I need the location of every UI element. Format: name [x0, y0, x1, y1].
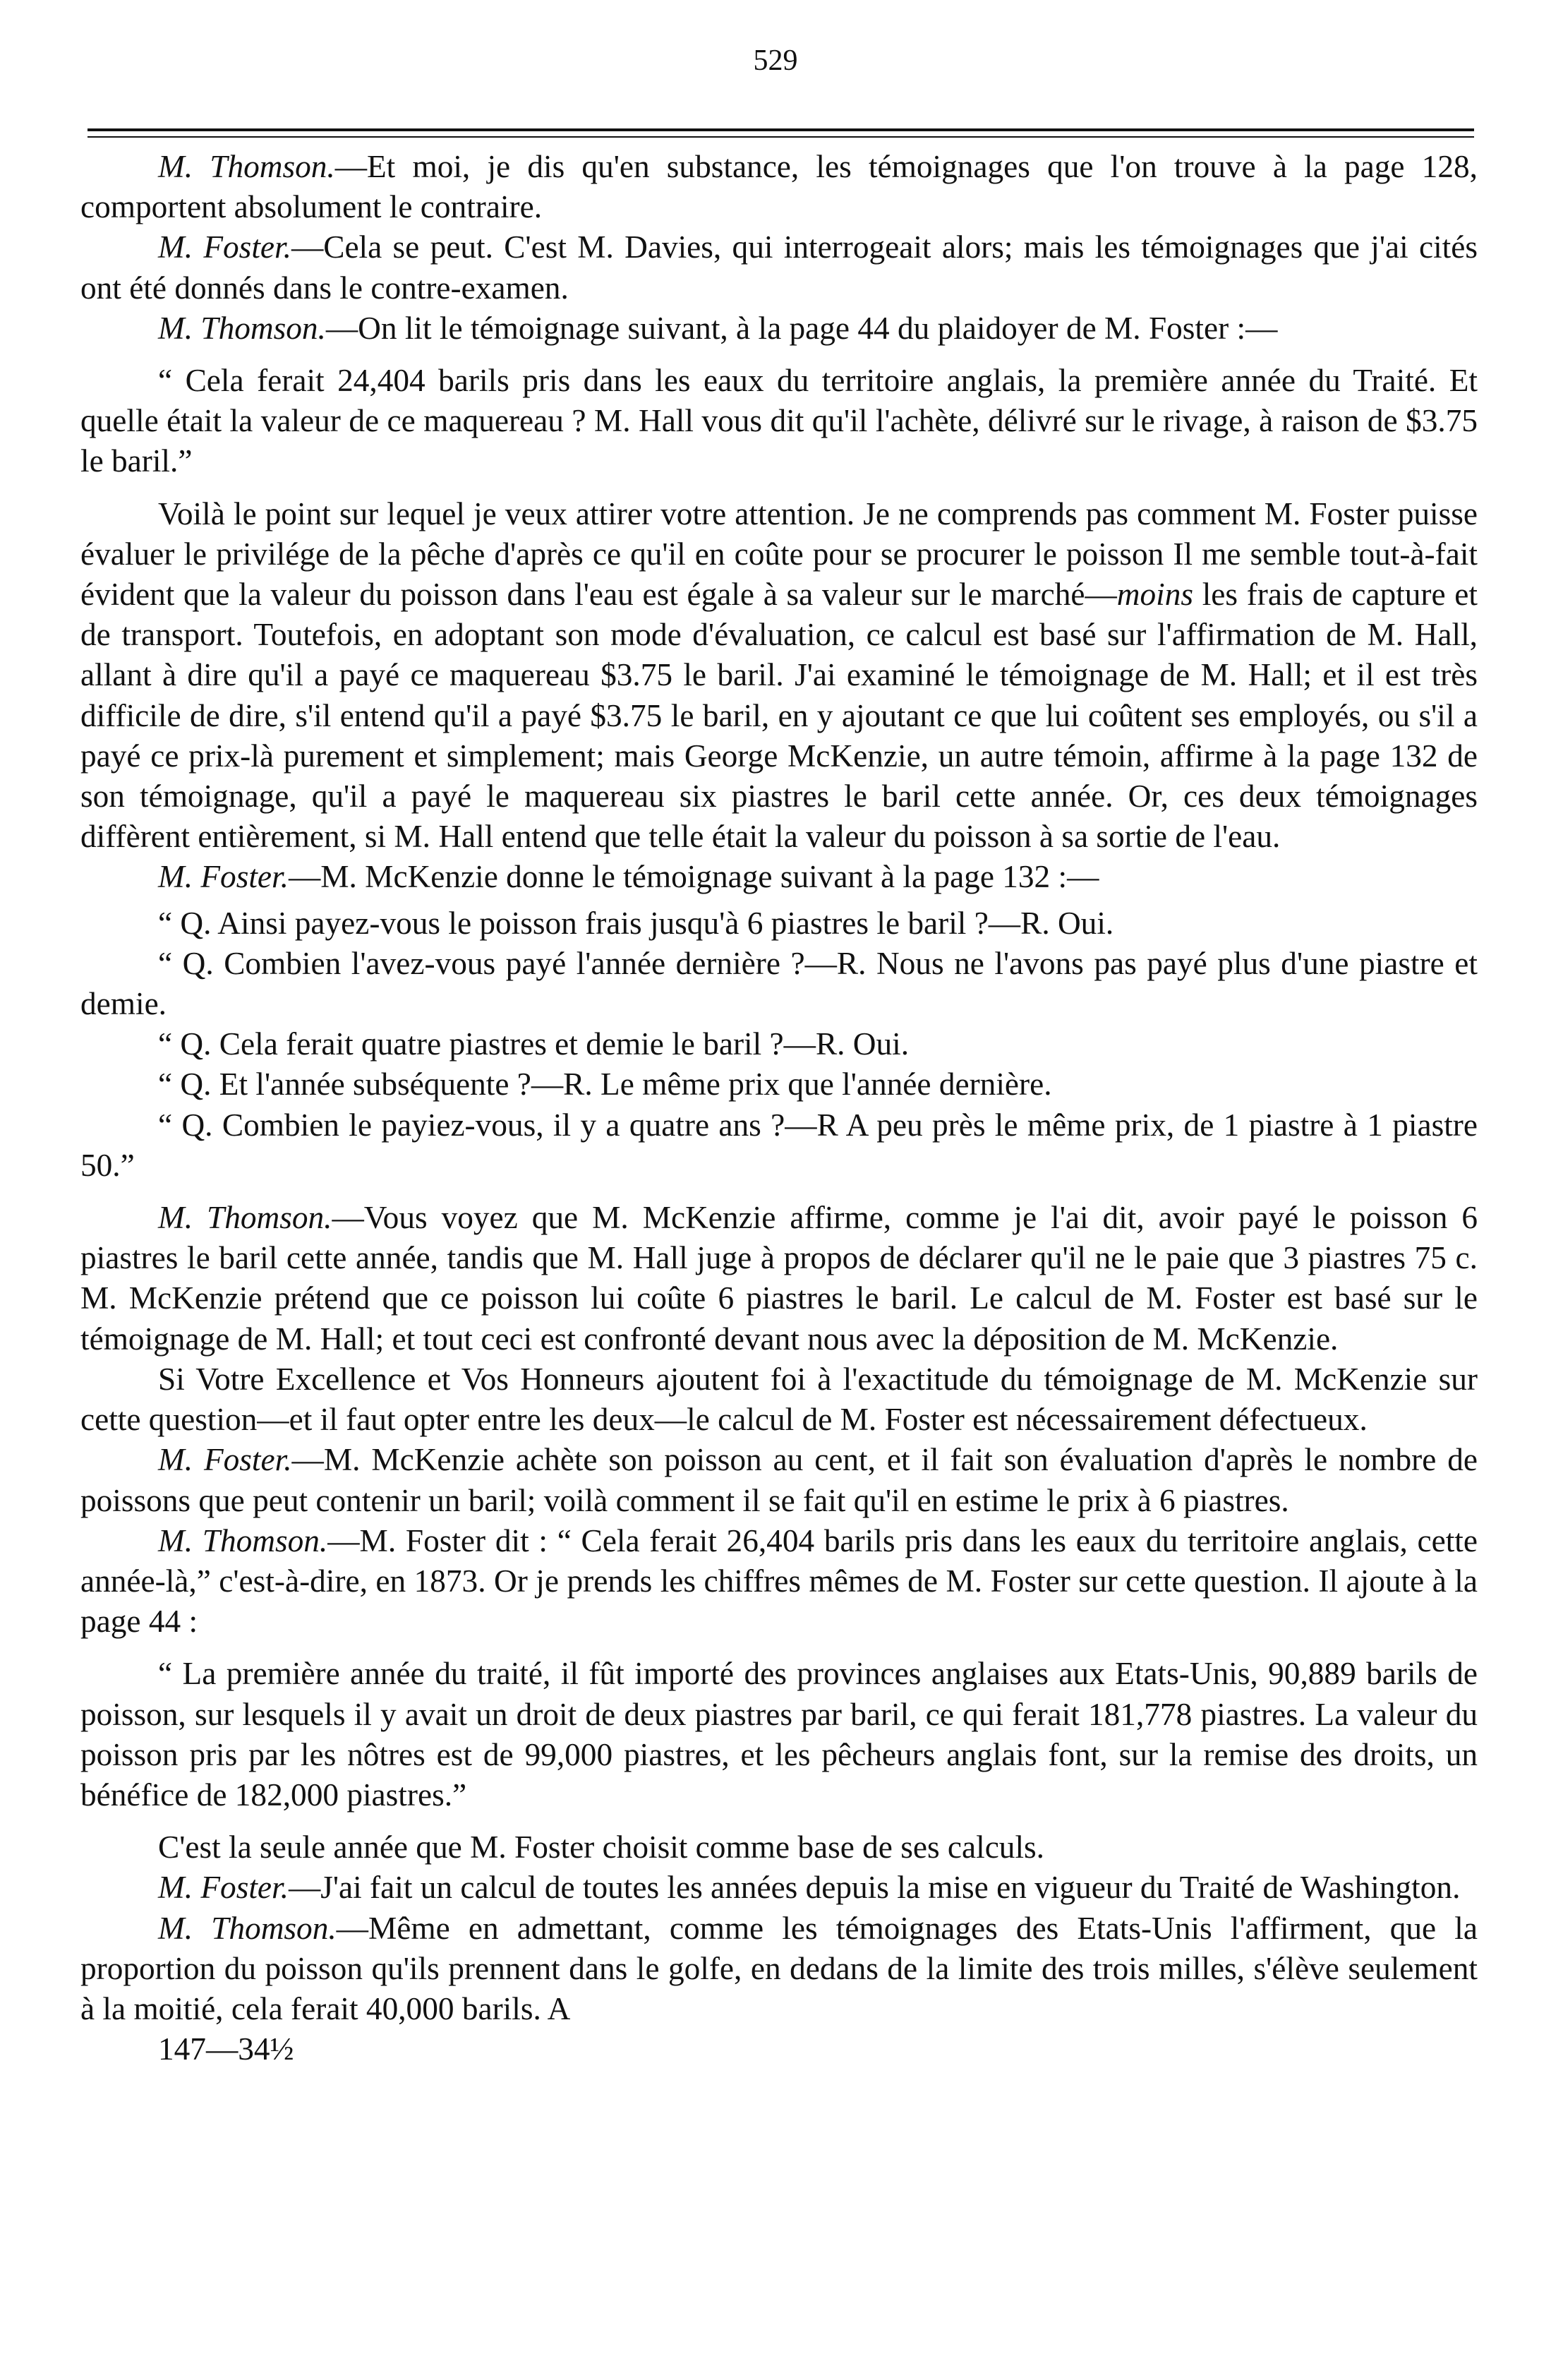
paragraph-text: —M. McKenzie donne le témoignage suivant à la page 132 :— — [288, 859, 1099, 895]
paragraph-text: —M. Foster dit : “ Cela ferait 26,404 barils pris dans les eaux du territoire anglais, cette année-là,” c'est-à-dire, en 1873. Or je prends les chiffres mêmes de M. Foster sur cette question. Il ajoute à la page 44 : — [80, 1522, 1478, 1640]
paragraph-text: —Même en admettant, comme les témoignages des Etats-Unis l'affirment, que la proportion du poisson qu'ils prennent dans le golfe, en dedans de la limite des trois milles, s'élève seulement à la moitié, cela ferait 40,000 barils. A — [80, 1910, 1478, 2026]
paragraph — [80, 227, 1478, 308]
paragraph — [80, 494, 1478, 858]
quotation-line — [80, 903, 1478, 944]
speaker-name: M. Thomson. — [158, 310, 326, 346]
paragraph-text: —Cela se peut. C'est M. Davies, qui interrogeait alors; mais les témoignages que j'ai cités ont été donnés dans le contre-examen. — [80, 229, 1478, 306]
speaker-name: M. Foster. — [158, 1442, 292, 1478]
quotation-line — [80, 1105, 1478, 1186]
paragraph — [80, 1198, 1478, 1359]
quotation-text: “ Q. Cela ferait quatre piastres et demie le baril ?—R. Oui. — [158, 1026, 910, 1062]
paragraph-text-continued: les frais de capture et de transport. Toutefois, en adoptant son mode d'évaluation, ce calcul est basé sur l'affirmation de M. Hall, allant à dire qu'il a payé ce maquereau $3.75 le baril. J'ai examiné le témoignage de M. Hall; et il est très difficile de dire, s'il entend qu'il a payé $3.75 le baril, en y ajoutant ce que lui coûtent ses employés, ou s'il a payé ce prix-là purement et simplement; mais George McKenzie, un autre témoin, affirme à la page 132 de son témoignage, qu'il a payé le maquereau six piastres le baril cette année. Or, ces deux témoignages diffèrent entièrement, si M. Hall entend que telle était la valeur du poisson à sa sortie de l'eau. — [80, 577, 1478, 855]
document-body — [80, 147, 1478, 2069]
paragraph-text: —J'ai fait un calcul de toutes les années depuis la mise en vigueur du Traité de Washington. — [288, 1870, 1461, 1906]
paragraph — [80, 1359, 1478, 1440]
quotation-text: “ Q. Combien l'avez-vous payé l'année dernière ?—R. Nous ne l'avons pas payé plus d'une piastre et demie. — [80, 945, 1478, 1022]
quotation-text: “ Q. Combien le payiez-vous, il y a quatre ans ?—R A peu près le même prix, de 1 piastre à 1 piastre 50.” — [80, 1107, 1478, 1183]
quotation-line — [80, 1064, 1478, 1105]
quotation-line — [80, 1024, 1478, 1064]
page-number: 529 — [753, 44, 798, 77]
speaker-name: M. Foster. — [158, 229, 291, 265]
paragraph — [80, 1909, 1478, 2030]
paragraph-text: C'est la seule année que M. Foster choisit comme base de ses calculs. — [158, 1829, 1044, 1865]
paragraph — [80, 1521, 1478, 1642]
paragraph-text: —Et moi, je dis qu'en substance, les témoignages que l'on trouve à la page 128, comportent absolument le contraire. — [80, 149, 1478, 225]
printer-signature: 147—34½ — [158, 2031, 294, 2067]
speaker-name: M. Foster. — [158, 1870, 289, 1906]
speaker-name: M. Thomson. — [158, 149, 335, 184]
quotation — [80, 1654, 1478, 1815]
emphasis-text: moins — [1116, 577, 1194, 613]
speaker-name: M. Thomson. — [158, 1200, 332, 1236]
paragraph — [80, 1440, 1478, 1520]
paragraph-text: —Vous voyez que M. McKenzie affirme, comme je l'ai dit, avoir payé le poisson 6 piastres le baril cette année, tandis que M. Hall juge à propos de déclarer qu'il ne le paie que 3 piastres 75 c. M. McKenzie prétend que ce poisson lui coûte 6 piastres le baril. Le calcul de M. Foster est basé sur le témoignage de M. Hall; et tout ceci est confronté devant nous avec la déposition de M. McKenzie. — [80, 1200, 1478, 1357]
paragraph — [80, 1868, 1478, 1908]
quotation-text: “ La première année du traité, il fût importé des provinces anglaises aux Etats-Unis, 90,889 barils de poisson, sur lesquels il y avait un droit de deux piastres par baril, ce qui ferait 181,778 piastres. La valeur du poisson pris par les nôtres est de 99,000 piastres, et les pêcheurs anglais font, sur la remise des droits, un bénéfice de 182,000 piastres.” — [80, 1656, 1478, 1813]
paragraph — [80, 308, 1478, 349]
speaker-name: M. Thomson. — [158, 1522, 328, 1558]
quotation-line — [80, 944, 1478, 1024]
paragraph — [80, 857, 1478, 897]
header-rule-thin — [87, 136, 1474, 138]
quotation-text: “ Q. Ainsi payez-vous le poisson frais jusqu'à 6 piastres le baril ?—R. Oui. — [158, 905, 1114, 941]
quotation-text: “ Cela ferait 24,404 barils pris dans les eaux du territoire anglais, la première année du Traité. Et quelle était la valeur de ce maquereau ? M. Hall vous dit qu'il l'achète, délivré sur le rivage, à raison de $3.75 le baril.” — [80, 363, 1478, 479]
quotation-text: “ Q. Et l'année subséquente ?—R. Le même prix que l'année dernière. — [158, 1066, 1052, 1102]
paragraph — [80, 147, 1478, 227]
paragraph-text: —M. McKenzie achète son poisson au cent, et il fait son évaluation d'après le nombre de poissons que peut contenir un baril; voilà comment il se fait qu'il en estime le prix à 6 piastres. — [80, 1442, 1478, 1518]
quotation — [80, 361, 1478, 482]
header-rule-thick — [87, 128, 1474, 131]
paragraph — [80, 1827, 1478, 1868]
paragraph-text: Si Votre Excellence et Vos Honneurs ajoutent foi à l'exactitude du témoignage de M. McKenzie sur cette question—et il faut opter entre les deux—le calcul de M. Foster est nécessairement défectueux. — [80, 1361, 1478, 1438]
speaker-name: M. Foster. — [158, 859, 289, 895]
paragraph-text: Voilà le point sur lequel je veux attirer votre attention. Je ne comprends pas comment M. Foster puisse évaluer le privilége de la pêche d'après ce qu'il en coûte pour se procurer le poisson Il me semble tout-à-fait évident que la valeur du poisson dans l'eau est égale à sa valeur sur le marché— — [80, 495, 1478, 613]
paragraph-text: —On lit le témoignage suivant, à la page 44 du plaidoyer de M. Foster :— — [325, 310, 1278, 346]
speaker-name: M. Thomson. — [158, 1910, 337, 1946]
